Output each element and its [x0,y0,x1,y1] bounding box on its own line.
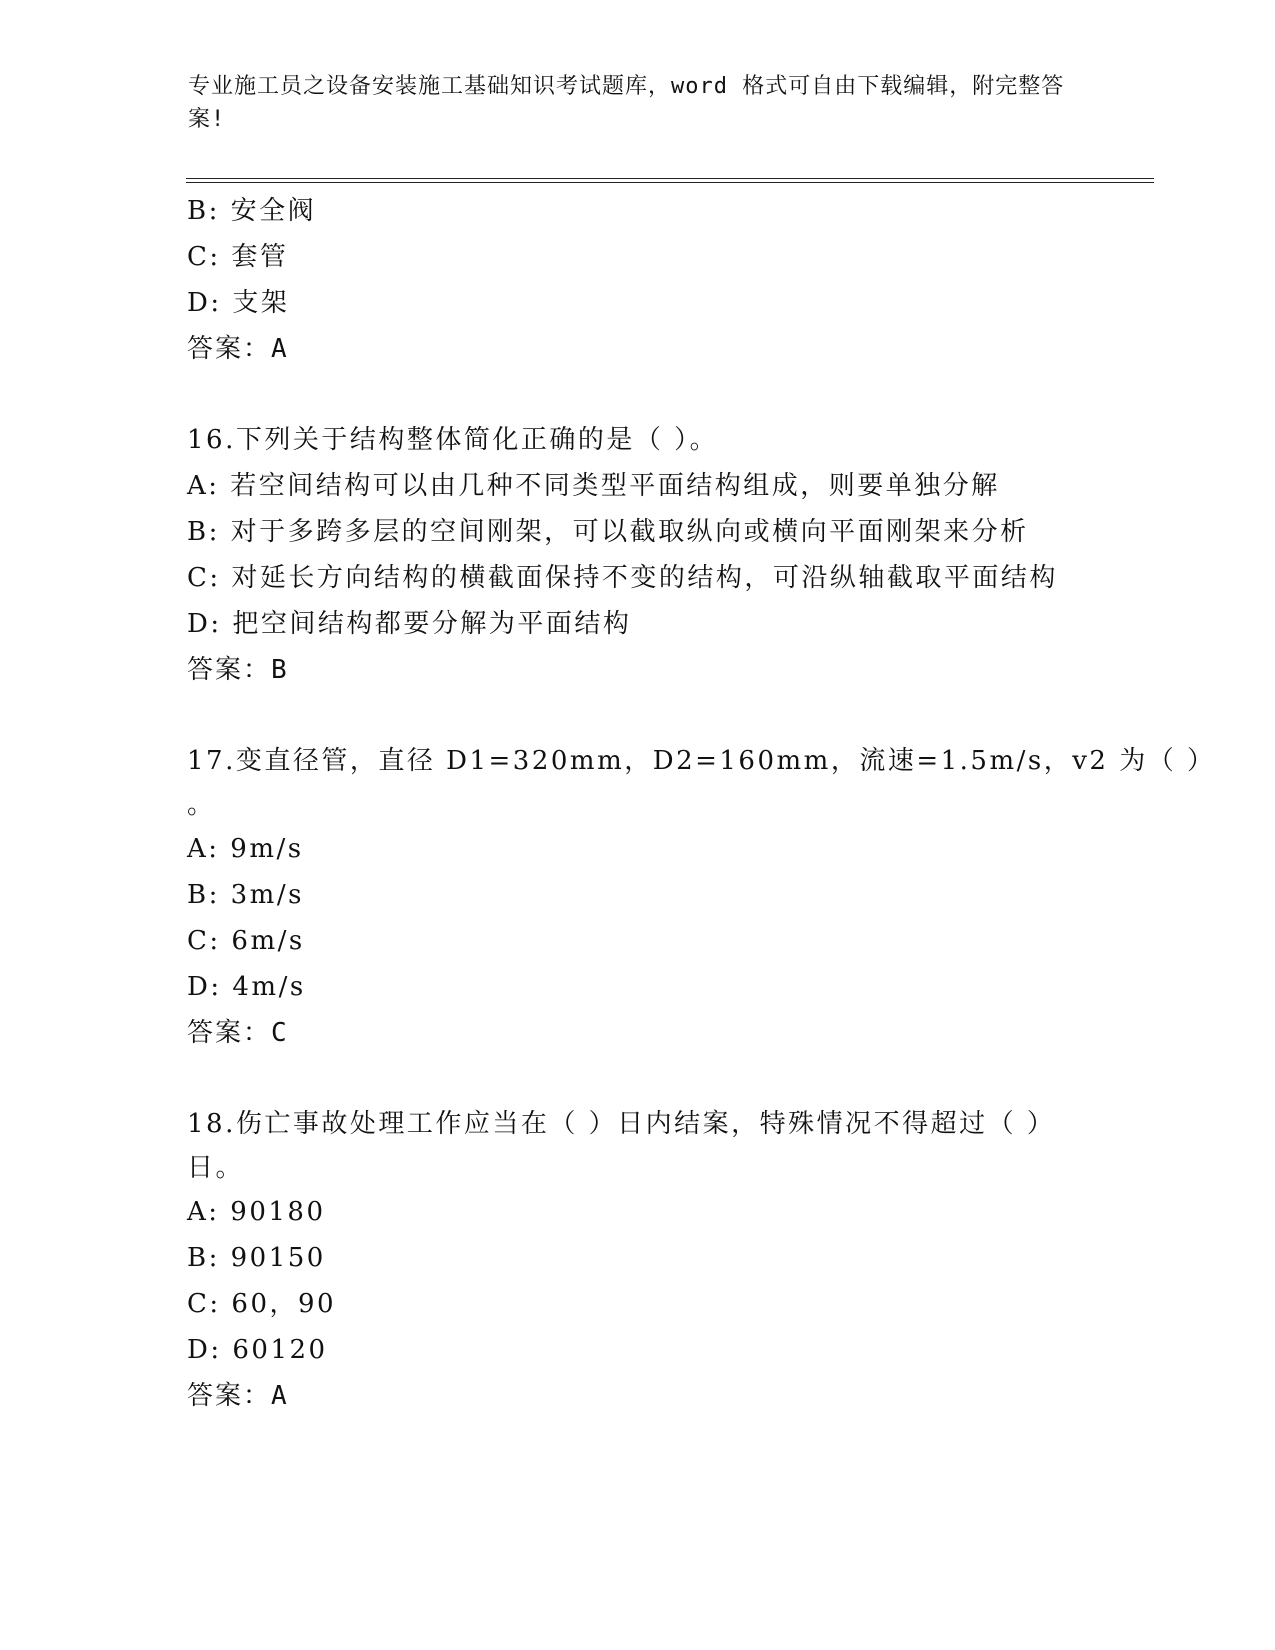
answer-line: 答案：B [187,655,289,685]
question-stem: 18.伤亡事故处理工作应当在（ ）日内结案，特殊情况不得超过（ ） [187,1109,1056,1139]
question-16 [187,417,1087,693]
question-fragment [187,188,1087,372]
question-stem-continuation: 日。 [187,1153,245,1183]
option-b: B: 对于多跨多层的空间刚架，可以截取纵向或横向平面刚架来分析 [187,517,1029,547]
option-d: D: 支架 [187,288,290,318]
option-d: D: 60120 [187,1335,328,1365]
header-rule-bottom [186,182,1154,183]
option-a: A: 9m/s [187,834,304,864]
header-rule-top [186,178,1154,179]
answer-line: 答案：A [187,1381,289,1411]
question-stem-continuation: 。 [187,790,216,820]
header-title: 专业施工员之设备安装施工基础知识考试题库，word 格式可自由下载编辑，附完整答案! [188,74,1065,132]
option-a: A: 若空间结构可以由几种不同类型平面结构组成，则要单独分解 [187,471,1000,501]
spacer [187,372,1087,417]
option-d: D: 4m/s [187,972,306,1002]
option-c: C: 对延长方向结构的横截面保持不变的结构，可沿纵轴截取平面结构 [187,563,1058,593]
question-stem: 17.变直径管，直径 D1=320mm，D2=160mm，流速=1.5m/s，v2 为（ ） [187,746,1216,776]
answer-line: 答案：C [187,1018,289,1048]
spacer [187,1056,1087,1101]
spacer [187,693,1087,738]
option-c: C: 60，90 [187,1289,337,1319]
option-b: B: 安全阀 [187,196,317,226]
option-a: A: 90180 [187,1197,326,1227]
document-header [188,70,1068,136]
question-17 [187,738,1216,1056]
answer-line: 答案：A [187,334,289,364]
question-stem: 16.下列关于结构整体简化正确的是（ ）。 [187,425,719,455]
option-d: D: 把空间结构都要分解为平面结构 [187,609,632,639]
option-b: B: 90150 [187,1243,326,1273]
question-18 [187,1101,1087,1419]
option-c: C: 6m/s [187,926,305,956]
option-b: B: 3m/s [187,880,304,910]
question-content [187,188,1216,1419]
option-c: C: 套管 [187,242,289,272]
